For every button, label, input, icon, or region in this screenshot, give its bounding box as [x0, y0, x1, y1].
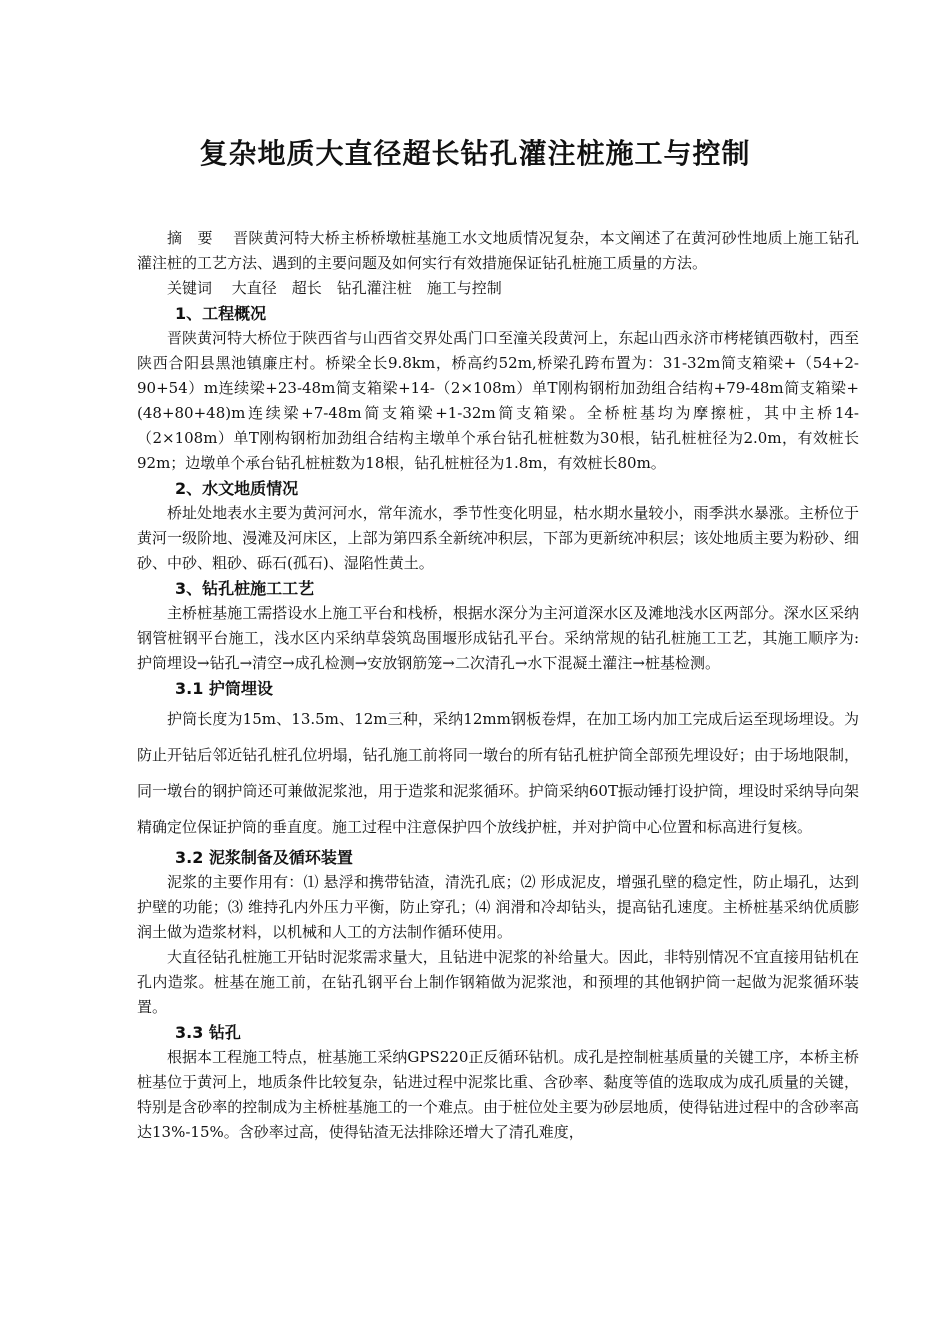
section-3-3-heading: 3.3 钻孔 — [175, 1023, 241, 1042]
section-1-heading: 1、工程概况 — [175, 304, 267, 323]
section-3-heading: 3、钻孔桩施工工艺 — [175, 579, 315, 598]
section-3-2-paragraph-1: 泥浆的主要作用有：⑴ 悬浮和携带钻渣，清洗孔底；⑵ 形成泥皮，增强孔壁的稳定性，防止塌孔，达到护壁的功能；⑶ 维持孔内外压力平衡，防止穿孔；⑷ 润滑和冷却钻头，提高钻孔速度。主桥桩基采纳优质膨润土做为造浆材料，以机械和人工的方法制作循环使用。 — [137, 873, 859, 941]
section-3-1-paragraph: 护筒长度为15m、13.5m、12m三种，采纳12mm钢板卷焊，在加工场内加工完成后运至现场埋设。为防止开钻后邻近钻孔桩孔位坍塌，钻孔施工前将同一墩台的所有钻孔桩护筒全部预先埋设好；由于场地限制，同一墩台的钢护筒还可兼做泥浆池，用于造浆和泥浆循环。护筒采纳60T振动锤打设护筒，埋设时采纳导向架精确定位保证护筒的垂直度。施工过程中注意保护四个放线护桩，并对护筒中心位置和标高进行复核。 — [137, 710, 859, 836]
abstract-paragraph: 摘 要 晋陕黄河特大桥主桥桥墩桩基施工水文地质情况复杂，本文阐述了在黄河砂性地质上施工钻孔灌注桩的工艺方法、遇到的主要问题及如何实行有效措施保证钻孔桩施工质量的方法。 — [137, 229, 859, 272]
document-body — [137, 226, 859, 1145]
document-title: 复杂地质大直径超长钻孔灌注桩施工与控制 — [199, 137, 751, 170]
section-2-paragraph: 桥址处地表水主要为黄河河水，常年流水，季节性变化明显，枯水期水量较小，雨季洪水暴涨。主桥位于黄河一级阶地、漫滩及河床区，上部为第四系全新统冲积层，下部为更新统冲积层；该处地质主要为粉砂、细砂、中砂、粗砂、砾石(孤石)、湿陷性黄土。 — [137, 504, 859, 572]
section-2-heading: 2、水文地质情况 — [175, 479, 299, 498]
section-1-paragraph: 晋陕黄河特大桥位于陕西省与山西省交界处禹门口至潼关段黄河上，东起山西永济市栲栳镇西敬村，西至陕西合阳县黑池镇廉庄村。桥梁全长9.8km，桥高约52m,桥梁孔跨布置为：31-32m简支箱梁+（54+2-90+54）m连续梁+23-48m简支箱梁+14-（2×108m）单T刚构钢桁加劲组合结构+79-48m简支箱梁+(48+80+48)m连续梁+7-48m简支箱梁+1-32m简支箱梁。全桥桩基均为摩擦桩，其中主桥14-（2×108m）单T刚构钢桁加劲组合结构主墩单个承台钻孔桩桩数为30根，钻孔桩桩径为2.0m，有效桩长92m；边墩单个承台钻孔桩桩数为18根，钻孔桩桩径为1.8m，有效桩长80m。 — [137, 329, 859, 472]
section-3-1-heading: 3.1 护筒埋设 — [175, 679, 273, 698]
section-3-2-heading: 3.2 泥浆制备及循环装置 — [175, 848, 353, 867]
section-3-3-paragraph: 根据本工程施工特点，桩基施工采纳GPS220正反循环钻机。成孔是控制桩基质量的关键工序，本桥主桥桩基位于黄河上，地质条件比较复杂，钻进过程中泥浆比重、含砂率、黏度等值的选取成为成孔质量的关键，特别是含砂率的控制成为主桥桩基施工的一个难点。由于桩位处主要为砂层地质，使得钻进过程中的含砂率高达13%-15%。含砂率过高，使得钻渣无法排除还增大了清孔难度， — [137, 1048, 859, 1141]
section-3-paragraph: 主桥桩基施工需搭设水上施工平台和栈桥，根据水深分为主河道深水区及滩地浅水区两部分。深水区采纳钢管桩钢平台施工，浅水区内采纳草袋筑岛围堰形成钻孔平台。采纳常规的钻孔桩施工工艺，其施工顺序为:护筒埋设→钻孔→清空→成孔检测→安放钢筋笼→二次清孔→水下混凝土灌注→桩基检测。 — [137, 604, 859, 672]
section-3-2-paragraph-2: 大直径钻孔桩施工开钻时泥浆需求量大，且钻进中泥浆的补给量大。因此，非特别情况不宜直接用钻机在孔内造浆。桩基在施工前，在钻孔钢平台上制作钢箱做为泥浆池，和预埋的其他钢护筒一起做为泥浆循环装置。 — [137, 948, 859, 1016]
keywords-line: 关键词 大直径 超长 钻孔灌注桩 施工与控制 — [167, 279, 502, 297]
